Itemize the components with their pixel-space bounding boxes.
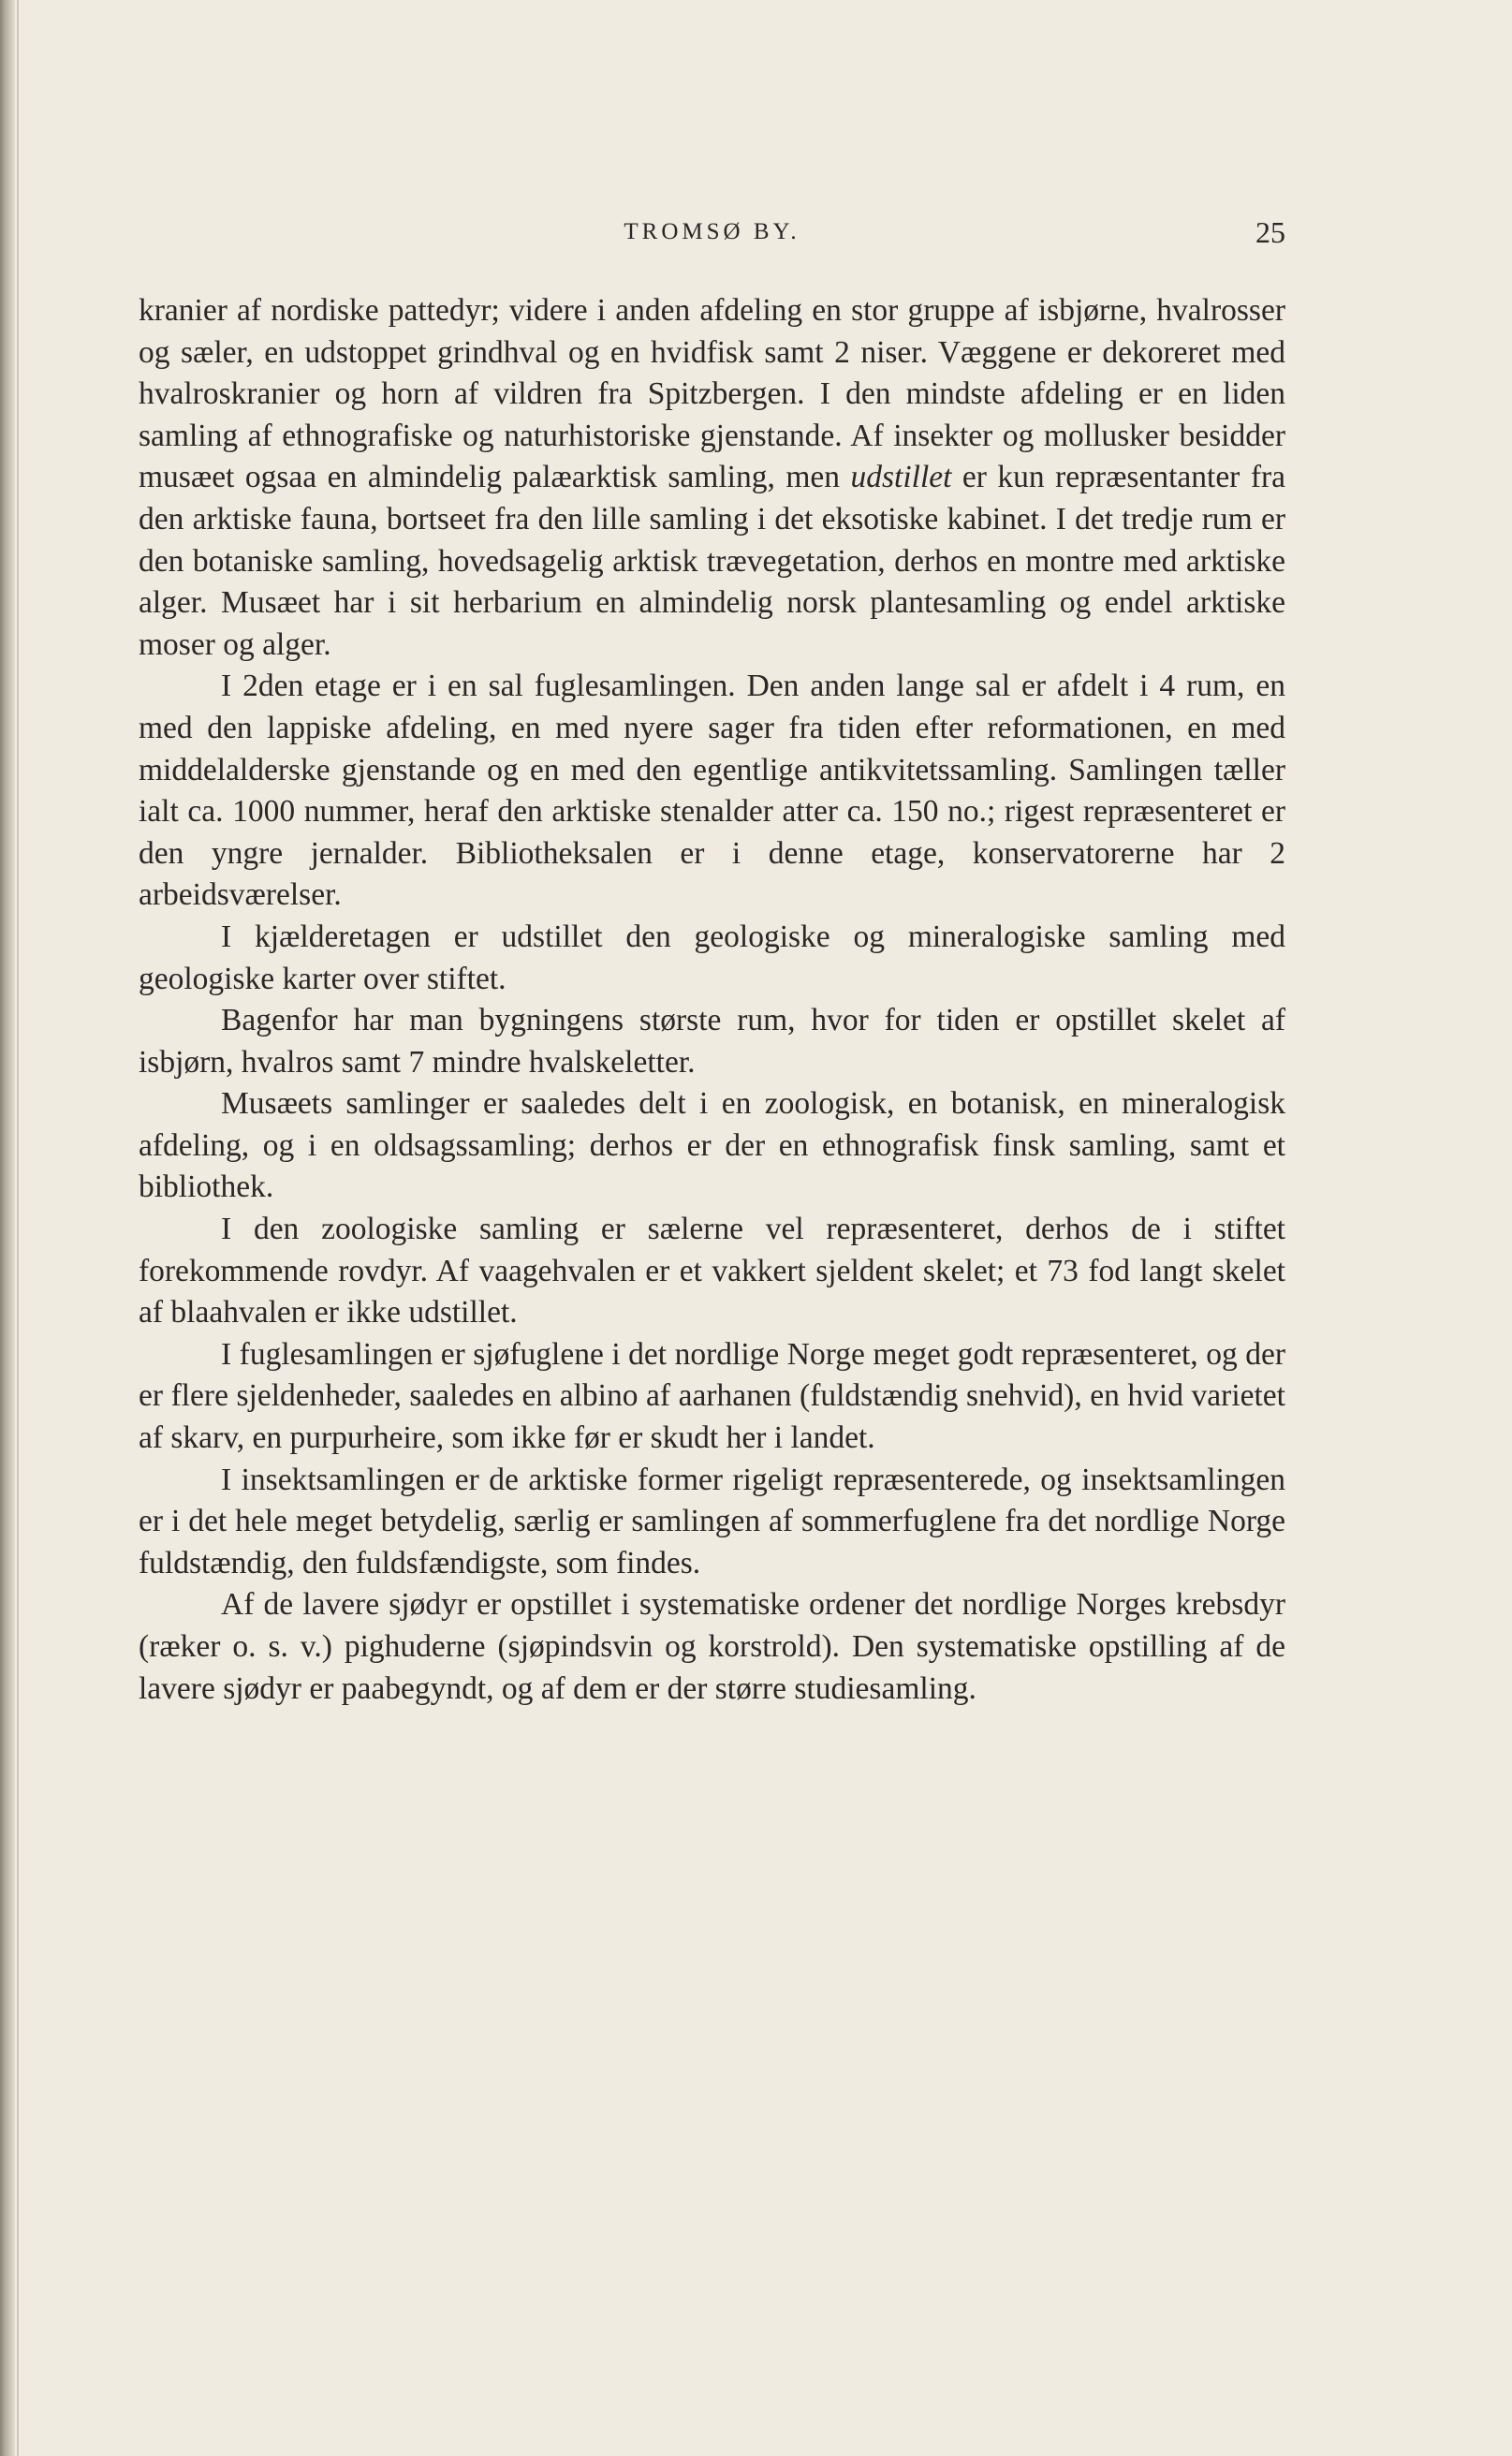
paragraph-9: Af de lavere sjødyr er opstillet i systematiske ordener det nordlige Norges krebsdyr (ræker o. s. v.) pighuderne (sjøpindsvin og korstrold). Den systematiske opstilling af de lavere sjødyr er paabegyndt, og af dem er der større studiesamling. bbox=[139, 1587, 1285, 1706]
paragraph-1-text-b: er kun repræsentanter fra den arktiske fauna, bortseet fra den lille samling i det eksotiske kabinet. I det tredje rum er den botaniske samling, hovedsagelig arktisk trævegetation, derhos en montre med arktiske alger. Musæet har i sit herbarium en almindelig norsk plantesamling og endel arktiske moser og alger. bbox=[139, 460, 1286, 662]
paragraph-4: Bagenfor har man bygningens største rum, hvor for tiden er opstillet skelet af isbjørn, hvalros samt 7 mindre hvalskeletter. bbox=[139, 1003, 1285, 1080]
paragraph-6: I den zoologiske samling er sælerne vel repræsenteret, derhos de i stiftet forekommende rovdyr. Af vaagehvalen er et vakkert sjeldent skelet; et 73 fod langt skelet af blaahvalen er ikke udstillet. bbox=[139, 1212, 1285, 1331]
paragraph-1 bbox=[139, 290, 1285, 666]
paragraph-5: Musæets samlinger er saaledes delt i en zoologisk, en botanisk, en mineralogisk afdeling, og i en oldsagssamling; derhos er der en ethnografisk finsk samling, samt et bibliothek. bbox=[139, 1086, 1285, 1205]
body-text bbox=[139, 290, 1285, 1710]
page-edge-line bbox=[17, 0, 19, 2456]
paragraph-2: I 2den etage er i en sal fuglesamlingen. Den anden lange sal er afdelt i 4 rum, en med den lappiske afdeling, en med nyere sager fra tiden efter reformationen, en med middelalderske gjenstande og en med den egentlige antikvitetssamling. Samlingen tæller ialt ca. 1000 nummer, heraf den arktiske stenalder atter ca. 150 no.; rigest repræsenteret er den yngre jernalder. Bibliotheksalen er i denne etage, konservatorerne har 2 arbeidsværelser. bbox=[139, 669, 1285, 913]
page-number: 25 bbox=[1255, 215, 1285, 249]
paragraph-1-emphasis: udstillet bbox=[850, 460, 952, 495]
paragraph-7: I fuglesamlingen er sjøfuglene i det nordlige Norge meget godt repræsenteret, og der er flere sjeldenheder, saaledes en albino af aarhanen (fuldstændig snehvid), en hvid varietet af skarv, en purpurheire, som ikke før er skudt her i landet. bbox=[139, 1336, 1285, 1456]
paragraph-8: I insektsamlingen er de arktiske former rigeligt repræsenterede, og insektsamlingen er i det hele meget betydelig, særlig er samlingen af sommerfuglene fra det nordlige Norge fuldstændig, den fuldsfændigste, som findes. bbox=[139, 1462, 1285, 1581]
running-head-title: TROMSØ BY. bbox=[624, 219, 800, 244]
running-head bbox=[139, 213, 1285, 251]
paragraph-1-text-a: kranier af nordiske pattedyr; videre i anden afdeling en stor gruppe af isbjørne, hvalrosser og sæler, en udstoppet grindhval og en hvidfisk samt 2 niser. Væggene er dekoreret med hvalroskranier og horn af vildren fra Spitzbergen. I den mindste afdeling er en liden samling af ethnografiske og naturhistoriske gjenstande. Af insekter og mollusker besidder musæet ogsaa en almindelig palæarktisk samling, men bbox=[139, 293, 1285, 495]
paragraph-3: I kjælderetagen er udstillet den geologiske og mineralogiske samling med geologiske karter over stiftet. bbox=[139, 919, 1285, 996]
page-binding-edge bbox=[0, 0, 15, 2456]
